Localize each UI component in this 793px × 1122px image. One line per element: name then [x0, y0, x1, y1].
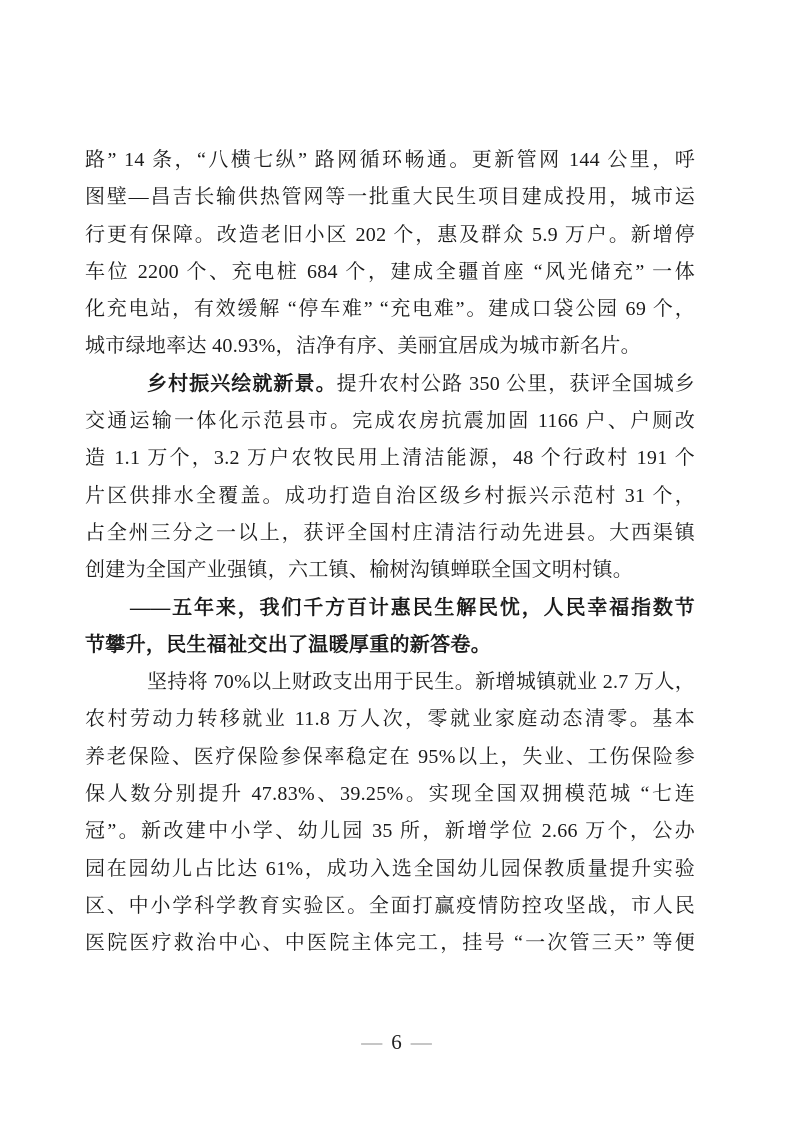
text-segment: 行更有保障。改造老旧小区 202 个，惠及群众 5.9 万户。新增停: [85, 223, 695, 246]
text-line: [85, 701, 695, 738]
bold-text-segment: 乡村振兴绘就新景。: [147, 372, 337, 395]
document-body: [85, 142, 695, 963]
text-line: [85, 552, 695, 589]
text-line: [85, 664, 695, 701]
text-line: [85, 851, 695, 888]
text-line: [85, 440, 695, 477]
footer-right-dash: —: [410, 1030, 432, 1054]
text-segment: 保人数分别提升 47.83%、39.25%。实现全国双拥模范城 “七连: [85, 783, 695, 806]
text-segment: 坚持将 70%以上财政支出用于民生。新增城镇就业 2.7 万人，: [147, 671, 695, 694]
text-segment: 造 1.1 万个，3.2 万户农牧民用上清洁能源，48 个行政村 191 个: [85, 447, 695, 470]
text-segment: 创建为全国产业强镇，六工镇、榆树沟镇蝉联全国文明村镇。: [85, 559, 634, 582]
text-segment: 占全州三分之一以上，获评全国村庄清洁行动先进县。大西渠镇: [85, 521, 695, 544]
text-segment: 片区供排水全覆盖。成功打造自治区级乡村振兴示范村 31 个，: [85, 484, 695, 507]
footer-left-dash: —: [361, 1030, 383, 1054]
text-segment: 交通运输一体化示范县市。完成农房抗震加固 1166 户、户厕改: [85, 410, 695, 433]
text-line: [85, 179, 695, 216]
text-line: [85, 291, 695, 328]
text-line: [85, 403, 695, 440]
text-line: [85, 888, 695, 925]
text-line: [85, 739, 695, 776]
text-line: [85, 813, 695, 850]
page-number: 6: [391, 1030, 402, 1054]
text-line: [85, 366, 695, 403]
text-segment: 提升农村公路 350 公里，获评全国城乡: [336, 372, 696, 395]
text-line: [85, 217, 695, 254]
text-segment: 农村劳动力转移就业 11.8 万人次，零就业家庭动态清零。基本: [85, 708, 695, 731]
text-line: [85, 142, 695, 179]
text-segment: 养老保险、医疗保险参保率稳定在 95%以上，失业、工伤保险参: [85, 745, 695, 768]
text-segment: 城市绿地率达 40.93%，洁净有序、美丽宜居成为城市新名片。: [85, 335, 641, 358]
bold-text-segment: 节攀升，民生福祉交出了温暖厚重的新答卷。: [85, 633, 491, 656]
text-line: [85, 515, 695, 552]
text-line: [85, 254, 695, 291]
text-line: [85, 925, 695, 962]
text-line: [85, 328, 695, 365]
text-line: [85, 627, 695, 664]
text-line: [85, 776, 695, 813]
text-segment: 冠”。新改建中小学、幼儿园 35 所，新增学位 2.66 万个，公办: [85, 820, 695, 843]
text-segment: 化充电站，有效缓解 “停车难” “充电难”。建成口袋公园 69 个，: [85, 298, 695, 321]
page-footer: [0, 1030, 793, 1054]
bold-text-segment: ——五年来，我们千方百计惠民生解民忧，人民幸福指数节: [130, 596, 695, 619]
text-segment: 医院医疗救治中心、中医院主体完工，挂号 “一次管三天” 等便: [85, 932, 695, 955]
text-segment: 区、中小学科学教育实验区。全面打赢疫情防控攻坚战，市人民: [85, 894, 695, 917]
text-segment: 车位 2200 个、充电桩 684 个，建成全疆首座 “风光储充” 一体: [85, 260, 695, 283]
text-line: [85, 478, 695, 515]
text-segment: 路” 14 条，“八横七纵” 路网循环畅通。更新管网 144 公里，呼: [85, 149, 695, 171]
text-segment: 园在园幼儿占比达 61%，成功入选全国幼儿园保教质量提升实验: [85, 857, 695, 880]
text-line: [85, 590, 695, 627]
text-segment: 图壁—昌吉长输供热管网等一批重大民生项目建成投用，城市运: [85, 186, 695, 209]
